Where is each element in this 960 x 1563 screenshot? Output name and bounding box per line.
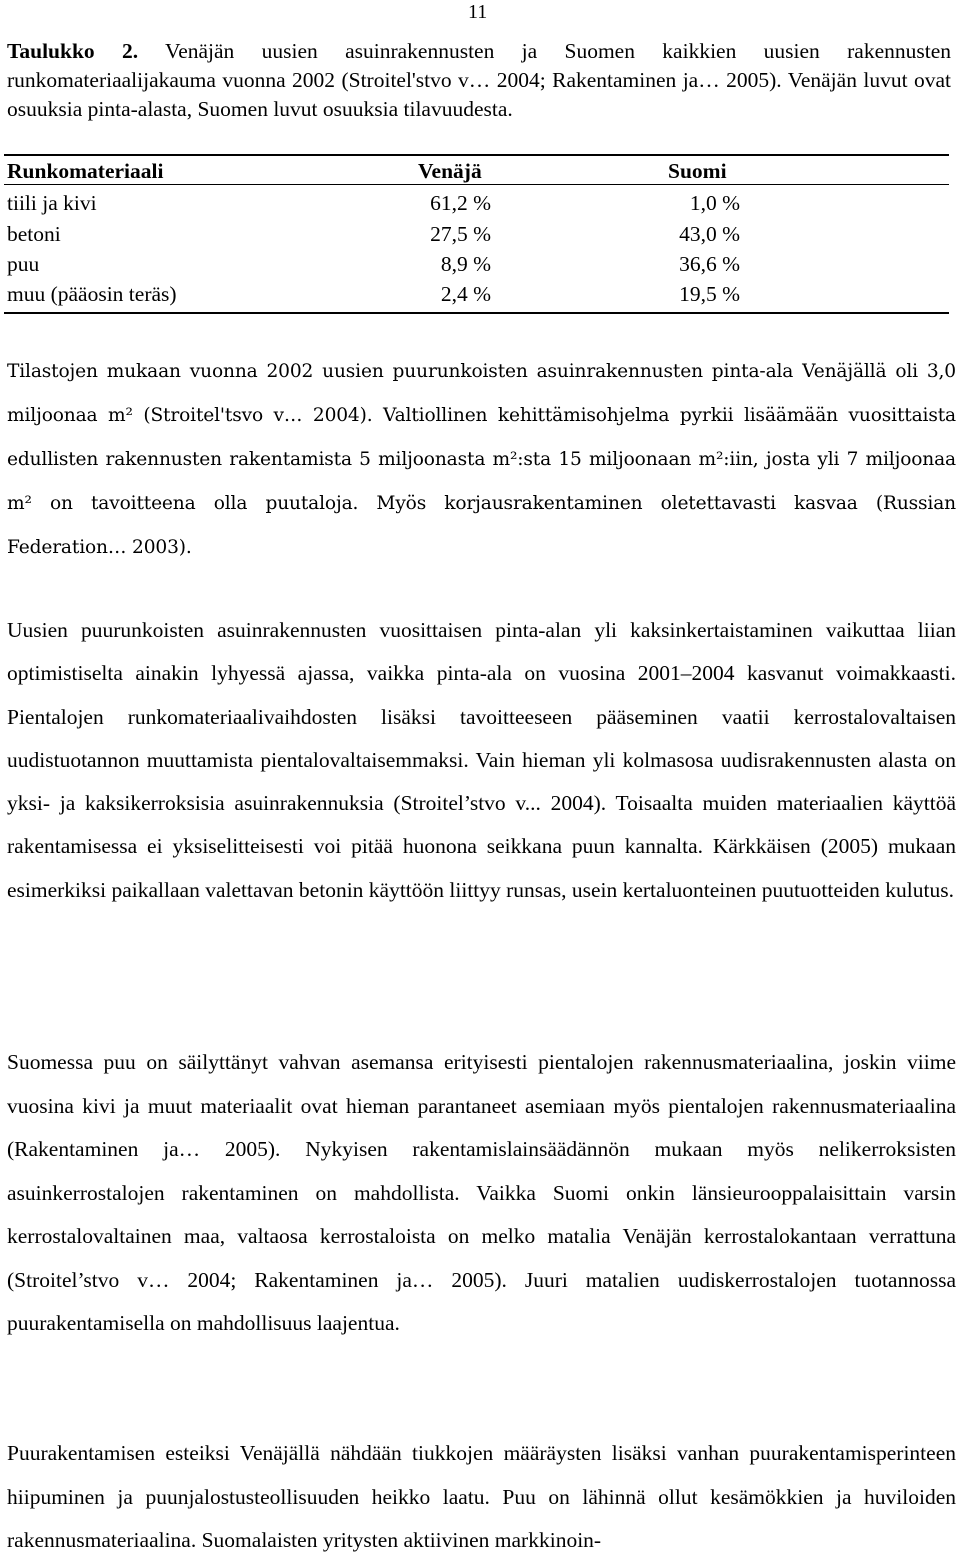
table-cell: 2,4 % (440, 282, 491, 306)
caption-text: Venäjän uusien asuinrakennusten ja Suomen kaikkien uusien rakennusten runkomateriaalijakauma vuonna 2002 (Stroitel'stvo v… 2004; Rakentaminen ja… 2005). Venäjän luvut ovat osuuksia pinta-alasta, Suomen luvut osuuksia tilavuudesta. (7, 39, 951, 121)
table-cell: 36,6 % (679, 252, 740, 276)
body-paragraph: Puurakentamisen esteiksi Venäjällä nähdään tiukkojen määräysten lisäksi vanhan puurakentamisperinteen hiipuminen ja puunjalostusteollisuuden heikko laatu. Puu on lähinnä ollut kesämökkien ja huviloiden rakennusmateriaalina. Suomalaisten yritysten aktiivinen markkinoin- (7, 1441, 956, 1552)
body-paragraph: Suomessa puu on säilyttänyt vahvan asemansa erityisesti pientalojen rakennusmateriaalina, joskin viime vuosina kivi ja muut materiaalit ovat hieman parantaneet asemiaan myös pientalojen rakennusmateriaalina (Rakentaminen ja… 2005). Nykyisen rakentamislainsäädännön mukaan myös nelikerroksisten asuinkerrostalojen rakentaminen on mahdollista. Vaikka Suomi onkin länsieurooppalaisittain varsin kerrostalovaltainen maa, valtaosa kerrostaloista on melko matalia Venäjän kerrostalokantaan verrattuna (Stroitel’stvo v… 2004; Rakentaminen ja… 2005). Juuri matalien uudiskerrostalojen tuotannossa puurakentamisella on mahdollisuus laajentua. (7, 1050, 956, 1335)
table-header-rule (4, 184, 949, 185)
table-cell: betoni (7, 222, 61, 246)
table-cell: 8,9 % (440, 252, 491, 276)
table-cell: 19,5 % (679, 282, 740, 306)
table-header-russia: Venäjä (418, 159, 482, 183)
table-cell: tiili ja kivi (7, 191, 97, 215)
table-caption (7, 37, 951, 124)
table-header-material: Runkomateriaali (7, 159, 164, 183)
table-cell: puu (7, 252, 40, 276)
body-paragraph: Uusien puurunkoisten asuinrakennusten vuosittaisen pinta-alan yli kaksinkertaistaminen vaikuttaa liian optimistiselta ainakin lyhyessä ajassa, vaikka pinta-ala on vuosina 2001–2004 kasvanut voimakkaasti. Pientalojen runkomateriaalivaihdosten lisäksi tavoitteeseen pääseminen vaatii kerrostalovaltaisen uudistuotannon muuttamista pientalovaltaisemmaksi. Vain hieman yli kolmasosa uudisrakennusten alasta on yksi- ja kaksikerroksisia asuinrakennuksia (Stroitel’stvo v... 2004). Toisaalta muiden materiaalien käyttöä rakentamisessa ei yksiselitteisesti voi pitää huonona seikkana puun kannalta. Kärkkäisen (2005) mukaan esimerkiksi paikallaan valettavan betonin käyttöön liittyy runsas, usein kertaluonteinen puutuotteiden kulutus. (7, 618, 956, 902)
page-number: 11 (468, 1, 488, 23)
table-cell: muu (pääosin teräs) (7, 282, 177, 306)
table-bottom-rule (4, 312, 949, 314)
table-header-finland: Suomi (668, 159, 727, 183)
table-top-rule (4, 154, 949, 156)
body-paragraph: Tilastojen mukaan vuonna 2002 uusien puurunkoisten asuinrakennusten pinta-ala Venäjällä oli 3,0 miljoonaa m² (Stroitel'tsvo v… 2004). Valtiollinen kehittämisohjelma pyrkii lisäämään vuosittaista edullisten rakennusten rakentamista 5 miljoonasta m²:sta 15 miljoonaan m²:iin, josta yli 7 miljoonaa m² on tavoitteena olla puutaloja. Myös korjausrakentaminen oletettavasti kasvaa (Russian Federation… 2003). (7, 361, 956, 558)
table-cell: 61,2 % (430, 191, 491, 215)
table-cell: 27,5 % (430, 222, 491, 246)
table-cell: 1,0 % (689, 191, 740, 215)
table-cell: 43,0 % (679, 222, 740, 246)
caption-label: Taulukko 2. (7, 39, 139, 63)
